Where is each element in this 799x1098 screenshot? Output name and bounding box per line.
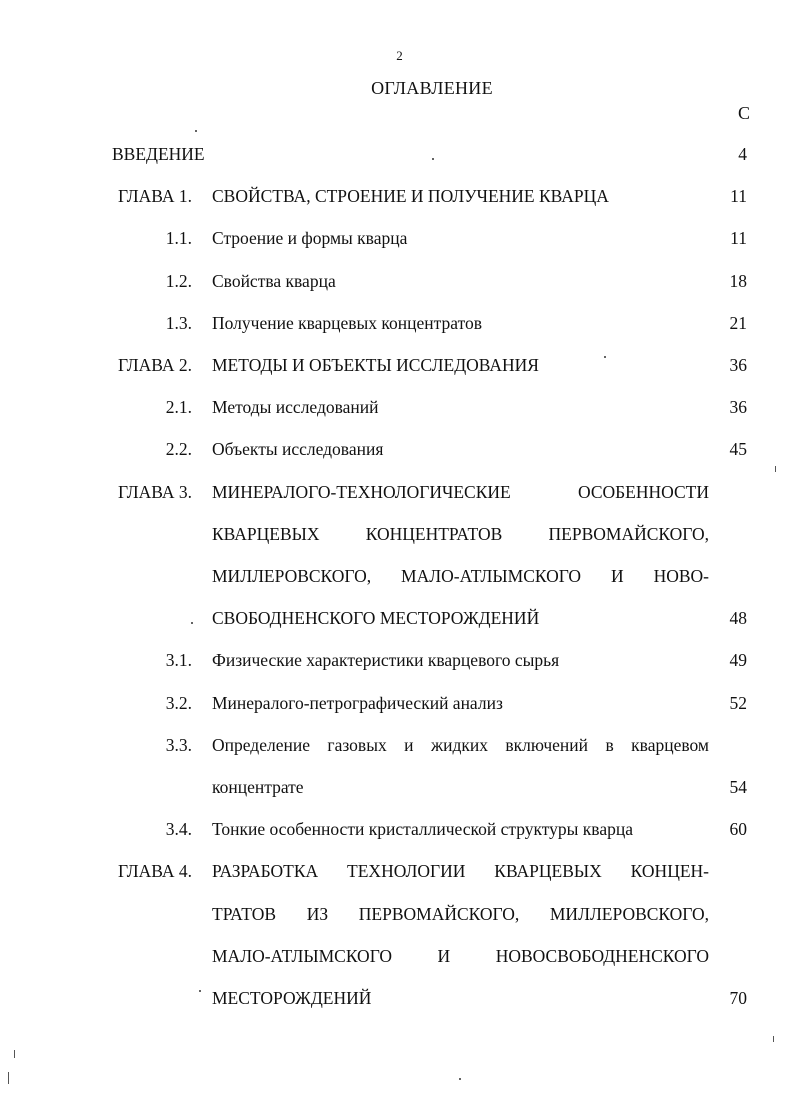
toc-entry-title-line: ТРАТОВ ИЗ ПЕРВОМАЙСКОГО, МИЛЛЕРОВСКОГО,	[212, 903, 709, 924]
scan-speck	[195, 130, 197, 132]
toc-entry-title-line: Тонкие особенности кристаллической структуры кварца	[212, 819, 633, 840]
toc-entry-page: 11	[730, 228, 747, 249]
toc-entry-number: ГЛАВА 1.	[117, 186, 192, 207]
toc-entry-title-line: МИНЕРАЛОГО-ТЕХНОЛОГИЧЕСКИЕ ОСОБЕННОСТИ	[212, 481, 709, 502]
toc-entry-title-line: Свойства кварца	[212, 270, 336, 291]
toc-entry-title-line: Физические характеристики кварцевого сырья	[212, 650, 560, 671]
toc-entry-number: 1.3.	[165, 312, 192, 333]
toc-entry-page: 52	[729, 692, 747, 713]
toc-entry-title-line: Объекты исследования	[212, 439, 384, 460]
toc-entry-title-line: Методы исследований	[212, 397, 379, 418]
toc-entry-number: ГЛАВА 3.	[117, 481, 192, 502]
toc-entry-title-line: ВВЕДЕНИЕ	[112, 144, 205, 164]
toc-entry-title-line: Получение кварцевых концентратов	[212, 312, 482, 333]
toc-entry-page: 48	[729, 608, 747, 629]
toc-entry-title-line: МАЛО-АТЛЫМСКОГО И НОВОСВОБОДНЕНСКОГО	[212, 945, 709, 966]
scan-speck	[432, 158, 434, 160]
toc-entry-number: 1.1.	[165, 228, 192, 249]
scan-mark	[14, 1050, 15, 1058]
toc-entry-page: 60	[729, 819, 747, 840]
scan-speck	[459, 1078, 461, 1080]
toc-entry-number: 2.2.	[165, 439, 192, 460]
toc-entry-number: 3.4.	[165, 819, 192, 840]
toc-entry-title-line: СВОЙСТВА, СТРОЕНИЕ И ПОЛУЧЕНИЕ КВАРЦА	[212, 186, 609, 207]
scan-mark	[773, 1036, 774, 1042]
toc-entry-number: 3.2.	[165, 692, 192, 713]
scan-speck	[604, 356, 606, 358]
toc-entry-page: 49	[729, 650, 747, 671]
toc-entry-title-line: концентрате	[212, 777, 304, 797]
page-column-header: С	[738, 103, 751, 123]
toc-entry-number: 2.1.	[165, 397, 192, 418]
toc-entry-page: 70	[729, 988, 747, 1008]
scan-speck	[191, 622, 193, 624]
scan-mark	[8, 1072, 9, 1084]
scan-speck	[199, 990, 201, 992]
scan-mark	[775, 466, 776, 472]
toc-entry-title-line: СВОБОДНЕНСКОГО МЕСТОРОЖДЕНИЙ	[212, 608, 540, 629]
toc-entry-page: 36	[729, 355, 747, 375]
toc-entry-number: ГЛАВА 4.	[117, 861, 192, 882]
toc-entry-page: 54	[729, 777, 747, 797]
toc-entry-number: 1.2.	[165, 270, 192, 291]
toc-entry-page: 18	[729, 270, 747, 291]
toc-entry-page: 45	[729, 439, 747, 460]
page-number: 2	[396, 48, 403, 63]
toc-entry-page: 11	[730, 186, 747, 207]
toc-entry-number: ГЛАВА 2.	[117, 355, 192, 375]
toc-entry-number: 3.1.	[165, 650, 192, 671]
toc-entry-title-line: Определение газовых и жидких включений в кварцевом	[212, 734, 709, 755]
toc-entry-title-line: МЕСТОРОЖДЕНИЙ	[212, 988, 372, 1008]
toc-entry-page: 36	[729, 397, 747, 418]
toc-entry-title-line: РАЗРАБОТКА ТЕХНОЛОГИИ КВАРЦЕВЫХ КОНЦЕН-	[212, 861, 709, 882]
toc-entry-number: 3.3.	[165, 734, 192, 755]
toc-title: ОГЛАВЛЕНИЕ	[371, 78, 493, 98]
toc-entry-title-line: КВАРЦЕВЫХ КОНЦЕНТРАТОВ ПЕРВОМАЙСКОГО,	[212, 523, 709, 544]
toc-entry-page: 21	[729, 312, 747, 333]
toc-entry-title-line: МЕТОДЫ И ОБЪЕКТЫ ИССЛЕДОВАНИЯ	[212, 355, 539, 375]
toc-entry-title-line: Минералого-петрографический анализ	[212, 692, 503, 713]
toc-entry-title-line: МИЛЛЕРОВСКОГО, МАЛО-АТЛЫМСКОГО И НОВО-	[212, 566, 709, 586]
toc-entry-page: 4	[738, 144, 747, 164]
toc-entry-title-line: Строение и формы кварца	[212, 228, 408, 249]
